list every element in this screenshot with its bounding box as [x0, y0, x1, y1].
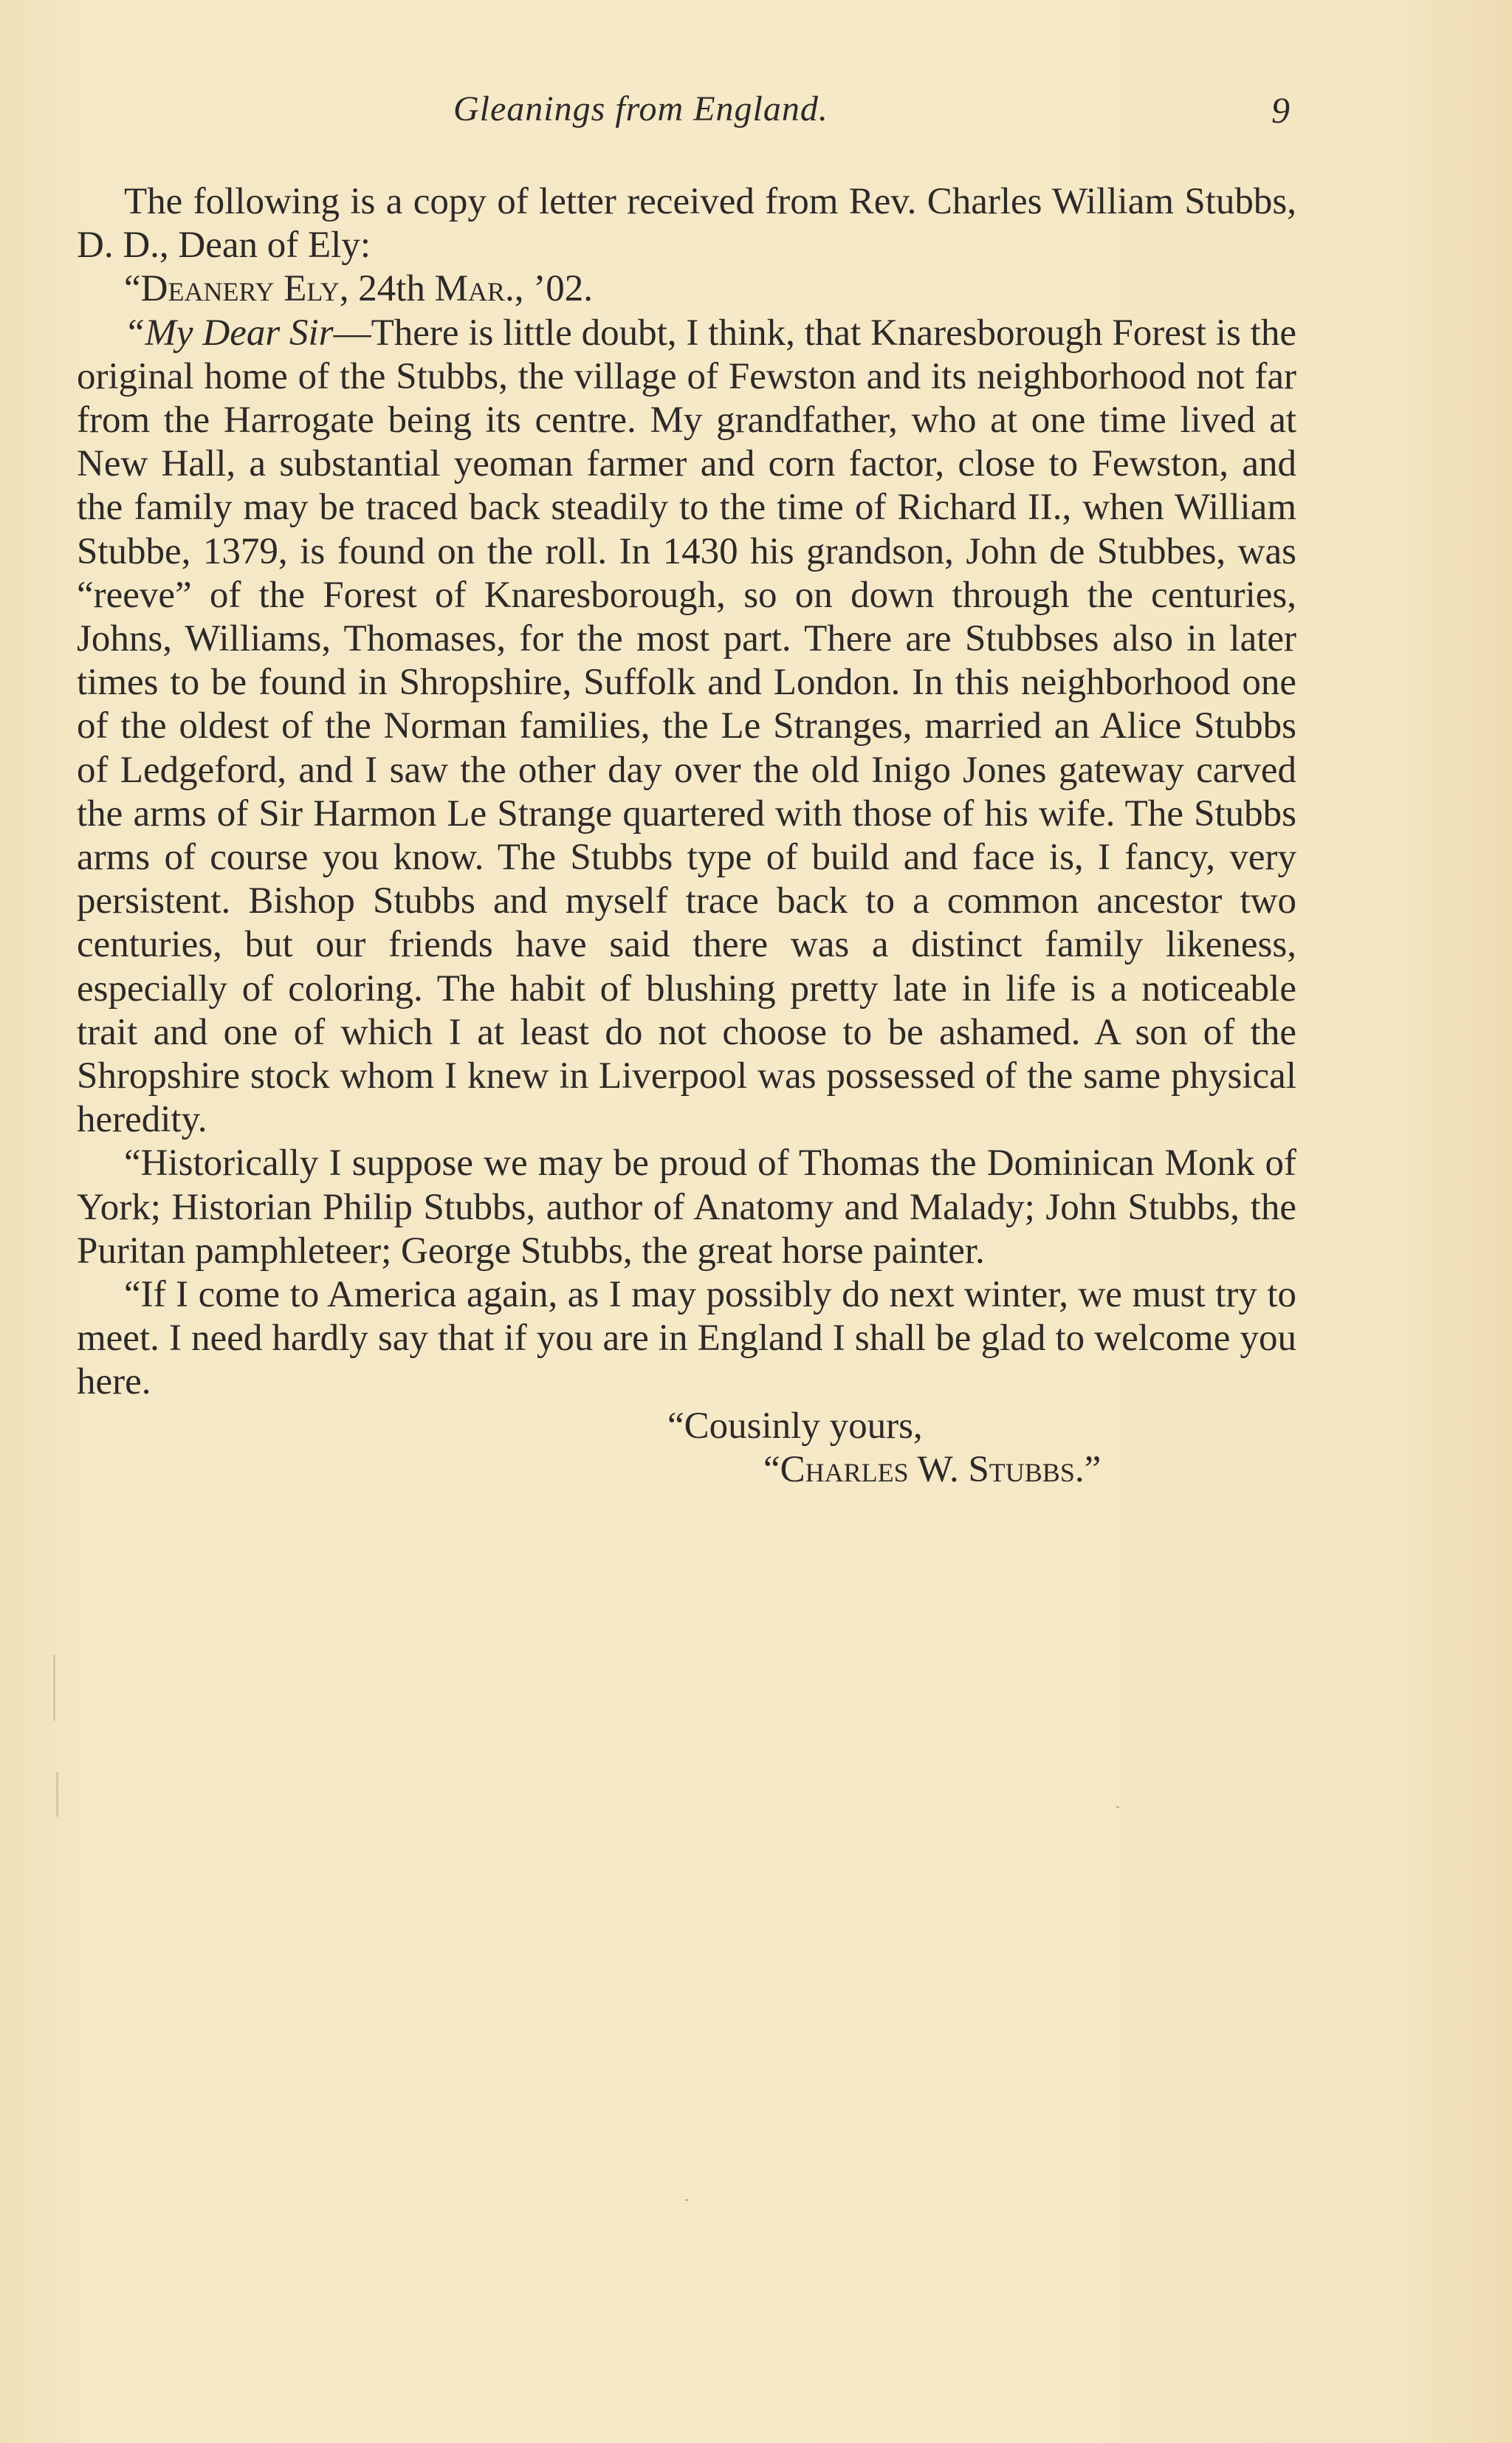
- letter-dateline: [77, 267, 1296, 311]
- body-text: [77, 180, 1296, 1492]
- dateline-year: ’02.: [523, 268, 594, 310]
- paper-speck: [1116, 1806, 1119, 1808]
- closing: “Cousinly yours,: [667, 1405, 923, 1447]
- salutation: “My Dear Sir: [124, 312, 334, 354]
- margin-mark: [56, 1772, 58, 1817]
- letter-paragraph-1: [77, 312, 1296, 1142]
- letter-paragraph-1-text: —There is little doubt, I think, that Knaresborough Forest is the original home of the Stubbs, the village of Fewston and its neighborhood not far from the Harrogate being its centre. My grandfather, who at one time lived at New Hall, a substantial yeoman farmer and corn factor, close to Fewston, and the family may be traced back steadily to the time of Richard II., when William Stubbe, 1379, is found on the roll. In 1430 his grandson, John de Stubbes, was “reeve” of the Forest of Knaresborough, so on down through the centuries, Johns, Williams, Thomases, for the most part. There are Stubbses also in later times to be found in Shropshire, Suffolk and London. In this neighborhood one of the oldest of the Norman families, the Le Stranges, married an Alice Stubbs of Ledgeford, and I saw the other day over the old Inigo Jones gateway carved the arms of Sir Harmon Le Strange quartered with those of his wife. The Stubbs arms of course you know. The Stubbs type of build and face is, I fancy, very persistent. Bishop Stubbs and myself trace back to a common ancestor two centuries, but our friends have said there was a distinct family likeness, especially of coloring. The habit of blushing pretty late in life is a noticeable trait and one of which I at least do not choose to be ashamed. A son of the Shropshire stock whom I knew in Liverpool was possessed of the same physical heredity.: [77, 312, 1296, 1141]
- dateline-quote: “: [124, 268, 141, 310]
- page-number: 9: [1271, 89, 1290, 131]
- running-title: Gleanings from England.: [453, 89, 828, 129]
- letter-paragraph-3: “If I come to America again, as I may possibly do next winter, we must try to meet. I need hardly say that if you are in England I shall be glad to welcome you here.: [77, 1274, 1296, 1403]
- margin-mark: [53, 1654, 55, 1721]
- letter-paragraph-2: “Historically I suppose we may be proud of Thomas the Dominican Monk of York; Historian Philip Stubbs, author of Anatomy and Malady; John Stubbs, the Puritan pamphleteer; George Stubbs, the great horse painter.: [77, 1142, 1296, 1272]
- signature: “Charles W. Stubbs.”: [763, 1448, 1102, 1490]
- dateline-place: Deanery Ely,: [140, 268, 349, 310]
- dateline-month: Mar.,: [434, 268, 524, 310]
- intro-paragraph: The following is a copy of letter received from Rev. Charles William Stubbs, D. D., Dean of Ely:: [77, 181, 1296, 267]
- running-head: [0, 89, 1512, 140]
- paper-speck: [685, 2199, 688, 2201]
- dateline-date: 24th: [348, 268, 435, 310]
